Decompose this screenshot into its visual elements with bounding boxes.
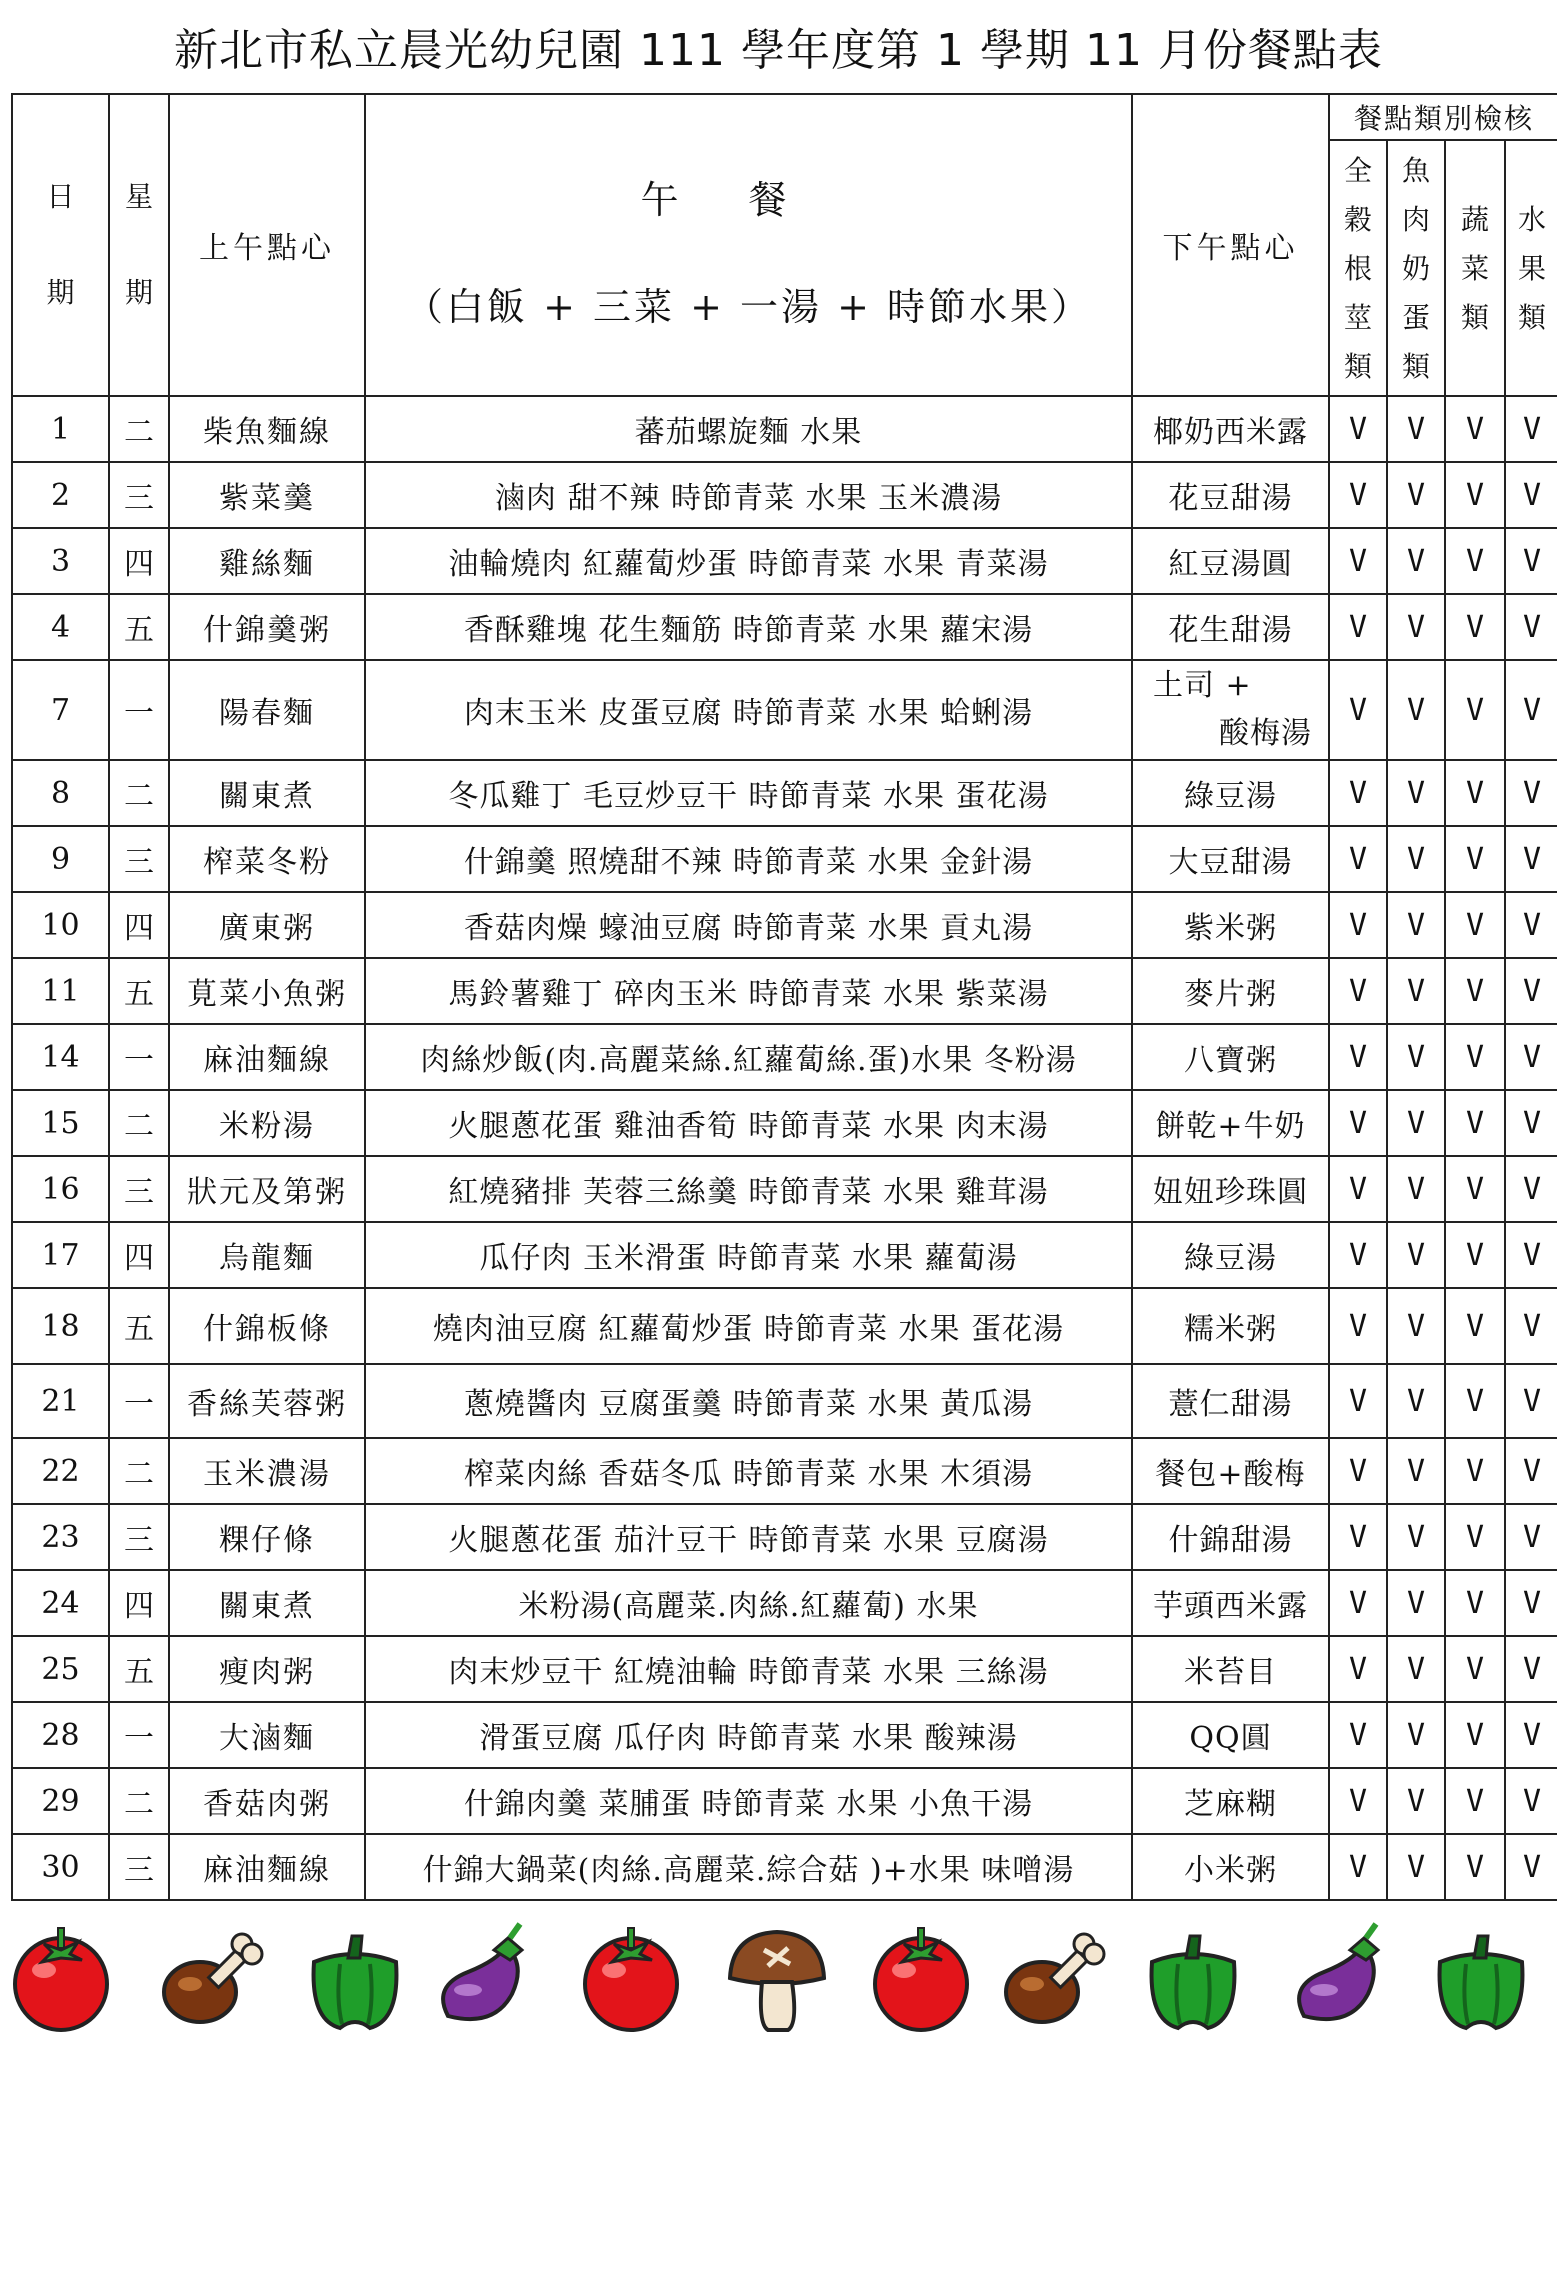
row-lunch: 冬瓜雞丁 毛豆炒豆干 時節青菜 水果 蛋花湯	[365, 760, 1132, 826]
row-pm-snack	[1132, 660, 1329, 760]
eggplant-icon	[1299, 1924, 1378, 2019]
row-am-snack: 什錦羹粥	[169, 594, 365, 660]
check-fruit: V	[1505, 1364, 1557, 1438]
check-grains: V	[1329, 826, 1387, 892]
check-vegetables: V	[1445, 1090, 1505, 1156]
row-am-snack: 麻油麵線	[169, 1024, 365, 1090]
check-grains: V	[1329, 892, 1387, 958]
row-am-snack: 關東煮	[169, 1570, 365, 1636]
check-protein: V	[1387, 396, 1445, 462]
check-grains: V	[1329, 1222, 1387, 1288]
check-grains: V	[1329, 1024, 1387, 1090]
row-weekday: 二	[109, 1438, 169, 1504]
check-fruit: V	[1505, 1834, 1557, 1900]
row-weekday: 三	[109, 1834, 169, 1900]
row-lunch: 蕃茄螺旋麵 水果	[365, 396, 1132, 462]
row-day: 24	[12, 1570, 109, 1636]
menu-row	[12, 660, 1557, 760]
check-grains: V	[1329, 1438, 1387, 1504]
check-fruit: V	[1505, 760, 1557, 826]
check-fruit: V	[1505, 1768, 1557, 1834]
check-fruit: V	[1505, 660, 1557, 760]
menu-row	[12, 1570, 1557, 1636]
row-weekday: 一	[109, 1364, 169, 1438]
tomato-icon	[875, 1928, 967, 2030]
check-grains: V	[1329, 528, 1387, 594]
check-grains: V	[1329, 1834, 1387, 1900]
check-protein: V	[1387, 1570, 1445, 1636]
check-protein: V	[1387, 892, 1445, 958]
row-am-snack: 香絲芙蓉粥	[169, 1364, 365, 1438]
row-pm-snack: 妞妞珍珠圓	[1132, 1156, 1329, 1222]
row-day: 1	[12, 396, 109, 462]
check-grains: V	[1329, 1090, 1387, 1156]
row-am-snack: 狀元及第粥	[169, 1156, 365, 1222]
row-day: 10	[12, 892, 109, 958]
row-weekday: 二	[109, 1768, 169, 1834]
row-lunch: 肉絲炒飯(肉.高麗菜絲.紅蘿蔔絲.蛋)水果 冬粉湯	[365, 1024, 1132, 1090]
check-grains: V	[1329, 1768, 1387, 1834]
tomato-icon	[15, 1928, 107, 2030]
header-am-snack: 上午點心	[169, 94, 365, 396]
green-pepper-icon	[1152, 1936, 1235, 2028]
row-pm-snack: 紅豆湯圓	[1132, 528, 1329, 594]
row-pm-snack: 椰奶西米露	[1132, 396, 1329, 462]
row-am-snack: 榨菜冬粉	[169, 826, 365, 892]
row-day: 21	[12, 1364, 109, 1438]
check-fruit: V	[1505, 528, 1557, 594]
row-am-snack: 米粉湯	[169, 1090, 365, 1156]
lunch-title: 午餐	[640, 178, 857, 222]
check-grains: V	[1329, 1702, 1387, 1768]
row-day: 4	[12, 594, 109, 660]
row-pm-snack: 花豆甜湯	[1132, 462, 1329, 528]
check-fruit: V	[1505, 396, 1557, 462]
check-fruit: V	[1505, 1156, 1557, 1222]
header-check-vegetables: 蔬 菜 類	[1445, 140, 1505, 396]
check-grains: V	[1329, 1288, 1387, 1364]
row-day: 7	[12, 660, 109, 760]
menu-row	[12, 1504, 1557, 1570]
menu-row	[12, 396, 1557, 462]
check-protein: V	[1387, 660, 1445, 760]
row-weekday: 二	[109, 396, 169, 462]
menu-row	[12, 1438, 1557, 1504]
row-pm-snack: 芋頭西米露	[1132, 1570, 1329, 1636]
row-pm-snack: 薏仁甜湯	[1132, 1364, 1329, 1438]
check-vegetables: V	[1445, 1504, 1505, 1570]
check-protein: V	[1387, 1288, 1445, 1364]
eggplant-icon	[443, 1924, 522, 2019]
row-lunch: 油輪燒肉 紅蘿蔔炒蛋 時節青菜 水果 青菜湯	[365, 528, 1132, 594]
row-weekday: 三	[109, 826, 169, 892]
check-vegetables: V	[1445, 892, 1505, 958]
row-pm-snack: 花生甜湯	[1132, 594, 1329, 660]
row-am-snack: 莧菜小魚粥	[169, 958, 365, 1024]
row-pm-snack: 糯米粥	[1132, 1288, 1329, 1364]
menu-row	[12, 1024, 1557, 1090]
row-am-snack: 瘦肉粥	[169, 1636, 365, 1702]
check-protein: V	[1387, 1024, 1445, 1090]
row-lunch: 榨菜肉絲 香菇冬瓜 時節青菜 水果 木須湯	[365, 1438, 1132, 1504]
food-icon-strip	[0, 1920, 1557, 2040]
check-vegetables: V	[1445, 1364, 1505, 1438]
check-protein: V	[1387, 1504, 1445, 1570]
row-lunch: 燒肉油豆腐 紅蘿蔔炒蛋 時節青菜 水果 蛋花湯	[365, 1288, 1132, 1364]
row-lunch: 瓜仔肉 玉米滑蛋 時節青菜 水果 蘿蔔湯	[365, 1222, 1132, 1288]
row-am-snack: 玉米濃湯	[169, 1438, 365, 1504]
check-vegetables: V	[1445, 528, 1505, 594]
row-am-snack: 什錦板條	[169, 1288, 365, 1364]
header-weekday: 星 期	[109, 94, 169, 396]
check-grains: V	[1329, 594, 1387, 660]
check-protein: V	[1387, 528, 1445, 594]
menu-row	[12, 892, 1557, 958]
check-protein: V	[1387, 1702, 1445, 1768]
pm-snack-line1: 土司 +	[1153, 668, 1252, 703]
row-lunch: 肉末炒豆干 紅燒油輪 時節青菜 水果 三絲湯	[365, 1636, 1132, 1702]
check-fruit: V	[1505, 826, 1557, 892]
row-weekday: 二	[109, 1090, 169, 1156]
header-check-grains: 全 穀 根 莖 類	[1329, 140, 1387, 396]
menu-row	[12, 594, 1557, 660]
header-check-fruit: 水 果 類	[1505, 140, 1557, 396]
row-day: 2	[12, 462, 109, 528]
row-day: 3	[12, 528, 109, 594]
check-vegetables: V	[1445, 958, 1505, 1024]
row-pm-snack: 綠豆湯	[1132, 1222, 1329, 1288]
row-weekday: 四	[109, 528, 169, 594]
check-vegetables: V	[1445, 1024, 1505, 1090]
row-day: 8	[12, 760, 109, 826]
row-am-snack: 紫菜羹	[169, 462, 365, 528]
menu-row	[12, 1156, 1557, 1222]
check-protein: V	[1387, 826, 1445, 892]
row-day: 18	[12, 1288, 109, 1364]
row-am-snack: 陽春麵	[169, 660, 365, 760]
green-pepper-icon	[314, 1936, 397, 2028]
row-lunch: 滑蛋豆腐 瓜仔肉 時節青菜 水果 酸辣湯	[365, 1702, 1132, 1768]
row-pm-snack: 芝麻糊	[1132, 1768, 1329, 1834]
check-vegetables: V	[1445, 1702, 1505, 1768]
row-day: 11	[12, 958, 109, 1024]
check-fruit: V	[1505, 462, 1557, 528]
row-lunch: 肉末玉米 皮蛋豆腐 時節青菜 水果 蛤蜊湯	[365, 660, 1132, 760]
row-day: 28	[12, 1702, 109, 1768]
check-grains: V	[1329, 1364, 1387, 1438]
row-am-snack: 香菇肉粥	[169, 1768, 365, 1834]
row-am-snack: 麻油麵線	[169, 1834, 365, 1900]
check-vegetables: V	[1445, 1156, 1505, 1222]
row-pm-snack: 餐包+酸梅	[1132, 1438, 1329, 1504]
check-vegetables: V	[1445, 594, 1505, 660]
header-check-protein: 魚 肉 奶 蛋 類	[1387, 140, 1445, 396]
check-protein: V	[1387, 1364, 1445, 1438]
header-check-group: 餐點類別檢核	[1329, 94, 1557, 140]
menu-row	[12, 1702, 1557, 1768]
check-vegetables: V	[1445, 660, 1505, 760]
row-am-snack: 廣東粥	[169, 892, 365, 958]
menu-row	[12, 826, 1557, 892]
check-protein: V	[1387, 1222, 1445, 1288]
menu-table	[11, 93, 1557, 1901]
row-weekday: 二	[109, 760, 169, 826]
row-am-snack: 粿仔條	[169, 1504, 365, 1570]
drumstick-icon	[164, 1934, 262, 2022]
row-weekday: 三	[109, 462, 169, 528]
menu-row	[12, 1288, 1557, 1364]
row-day: 29	[12, 1768, 109, 1834]
menu-row	[12, 1768, 1557, 1834]
food-icons-svg	[0, 1920, 1557, 2040]
check-fruit: V	[1505, 1570, 1557, 1636]
row-pm-snack: 什錦甜湯	[1132, 1504, 1329, 1570]
green-pepper-icon	[1440, 1936, 1523, 2028]
row-weekday: 一	[109, 660, 169, 760]
menu-row	[12, 462, 1557, 528]
row-day: 9	[12, 826, 109, 892]
row-lunch: 香菇肉燥 蠔油豆腐 時節青菜 水果 貢丸湯	[365, 892, 1132, 958]
check-grains: V	[1329, 660, 1387, 760]
check-vegetables: V	[1445, 1438, 1505, 1504]
check-vegetables: V	[1445, 1570, 1505, 1636]
tomato-icon	[585, 1928, 677, 2030]
check-vegetables: V	[1445, 826, 1505, 892]
row-weekday: 五	[109, 1636, 169, 1702]
header-pm-snack: 下午點心	[1132, 94, 1329, 396]
check-vegetables: V	[1445, 1768, 1505, 1834]
check-grains: V	[1329, 462, 1387, 528]
menu-row	[12, 1090, 1557, 1156]
check-fruit: V	[1505, 1504, 1557, 1570]
row-pm-snack: 綠豆湯	[1132, 760, 1329, 826]
check-protein: V	[1387, 462, 1445, 528]
check-protein: V	[1387, 594, 1445, 660]
drumstick-icon	[1006, 1934, 1104, 2022]
check-vegetables: V	[1445, 1288, 1505, 1364]
check-grains: V	[1329, 1156, 1387, 1222]
row-day: 14	[12, 1024, 109, 1090]
row-day: 17	[12, 1222, 109, 1288]
row-pm-snack: 餅乾+牛奶	[1132, 1090, 1329, 1156]
check-protein: V	[1387, 1156, 1445, 1222]
check-protein: V	[1387, 1090, 1445, 1156]
check-protein: V	[1387, 1636, 1445, 1702]
row-lunch: 什錦羹 照燒甜不辣 時節青菜 水果 金針湯	[365, 826, 1132, 892]
header-day: 日 期	[12, 94, 109, 396]
row-day: 23	[12, 1504, 109, 1570]
row-pm-snack: QQ圓	[1132, 1702, 1329, 1768]
check-protein: V	[1387, 1768, 1445, 1834]
row-weekday: 四	[109, 1222, 169, 1288]
check-vegetables: V	[1445, 462, 1505, 528]
row-lunch: 什錦大鍋菜(肉絲.高麗菜.綜合菇 )+水果 味噌湯	[365, 1834, 1132, 1900]
check-fruit: V	[1505, 1636, 1557, 1702]
lunch-subtitle: （白飯 + 三菜 + 一湯 + 時節水果）	[405, 285, 1092, 329]
row-pm-snack: 小米粥	[1132, 1834, 1329, 1900]
check-fruit: V	[1505, 892, 1557, 958]
check-vegetables: V	[1445, 1834, 1505, 1900]
check-grains: V	[1329, 1636, 1387, 1702]
mushroom-icon	[730, 1932, 824, 2030]
row-day: 22	[12, 1438, 109, 1504]
check-fruit: V	[1505, 958, 1557, 1024]
check-grains: V	[1329, 1504, 1387, 1570]
row-day: 25	[12, 1636, 109, 1702]
menu-row	[12, 1364, 1557, 1438]
row-pm-snack: 米苔目	[1132, 1636, 1329, 1702]
row-lunch: 紅燒豬排 芙蓉三絲羹 時節青菜 水果 雞茸湯	[365, 1156, 1132, 1222]
row-lunch: 火腿蔥花蛋 雞油香筍 時節青菜 水果 肉末湯	[365, 1090, 1132, 1156]
row-weekday: 一	[109, 1024, 169, 1090]
row-lunch: 什錦肉羹 菜脯蛋 時節青菜 水果 小魚干湯	[365, 1768, 1132, 1834]
row-weekday: 四	[109, 892, 169, 958]
pm-snack-line2: 酸梅湯	[1219, 716, 1312, 751]
row-lunch: 蔥燒醬肉 豆腐蛋羹 時節青菜 水果 黃瓜湯	[365, 1364, 1132, 1438]
row-lunch: 滷肉 甜不辣 時節青菜 水果 玉米濃湯	[365, 462, 1132, 528]
check-protein: V	[1387, 1438, 1445, 1504]
row-weekday: 一	[109, 1702, 169, 1768]
menu-row	[12, 528, 1557, 594]
check-fruit: V	[1505, 1090, 1557, 1156]
row-am-snack: 關東煮	[169, 760, 365, 826]
menu-row	[12, 958, 1557, 1024]
check-vegetables: V	[1445, 1636, 1505, 1702]
row-weekday: 三	[109, 1504, 169, 1570]
row-pm-snack: 麥片粥	[1132, 958, 1329, 1024]
menu-body	[12, 396, 1557, 1900]
row-am-snack: 雞絲麵	[169, 528, 365, 594]
row-weekday: 五	[109, 958, 169, 1024]
row-am-snack: 大滷麵	[169, 1702, 365, 1768]
check-fruit: V	[1505, 1222, 1557, 1288]
check-vegetables: V	[1445, 1222, 1505, 1288]
check-vegetables: V	[1445, 760, 1505, 826]
check-grains: V	[1329, 396, 1387, 462]
check-grains: V	[1329, 1570, 1387, 1636]
check-protein: V	[1387, 760, 1445, 826]
check-fruit: V	[1505, 594, 1557, 660]
check-grains: V	[1329, 958, 1387, 1024]
check-fruit: V	[1505, 1288, 1557, 1364]
row-am-snack: 烏龍麵	[169, 1222, 365, 1288]
row-day: 16	[12, 1156, 109, 1222]
check-vegetables: V	[1445, 396, 1505, 462]
row-lunch: 馬鈴薯雞丁 碎肉玉米 時節青菜 水果 紫菜湯	[365, 958, 1132, 1024]
check-grains: V	[1329, 760, 1387, 826]
row-lunch: 火腿蔥花蛋 茄汁豆干 時節青菜 水果 豆腐湯	[365, 1504, 1132, 1570]
check-fruit: V	[1505, 1024, 1557, 1090]
row-pm-snack: 紫米粥	[1132, 892, 1329, 958]
check-fruit: V	[1505, 1702, 1557, 1768]
header-lunch	[365, 94, 1132, 396]
row-lunch: 香酥雞塊 花生麵筋 時節青菜 水果 蘿宋湯	[365, 594, 1132, 660]
menu-row	[12, 760, 1557, 826]
row-weekday: 五	[109, 1288, 169, 1364]
row-weekday: 四	[109, 1570, 169, 1636]
check-protein: V	[1387, 958, 1445, 1024]
check-fruit: V	[1505, 1438, 1557, 1504]
check-protein: V	[1387, 1834, 1445, 1900]
row-pm-snack: 大豆甜湯	[1132, 826, 1329, 892]
row-day: 15	[12, 1090, 109, 1156]
menu-row	[12, 1834, 1557, 1900]
row-day: 30	[12, 1834, 109, 1900]
menu-row	[12, 1222, 1557, 1288]
row-weekday: 三	[109, 1156, 169, 1222]
row-lunch: 米粉湯(高麗菜.肉絲.紅蘿蔔) 水果	[365, 1570, 1132, 1636]
row-am-snack: 柴魚麵線	[169, 396, 365, 462]
row-weekday: 五	[109, 594, 169, 660]
row-pm-snack: 八寶粥	[1132, 1024, 1329, 1090]
page-title: 新北市私立晨光幼兒園 111 學年度第 1 學期 11 月份餐點表	[174, 25, 1383, 76]
menu-row	[12, 1636, 1557, 1702]
